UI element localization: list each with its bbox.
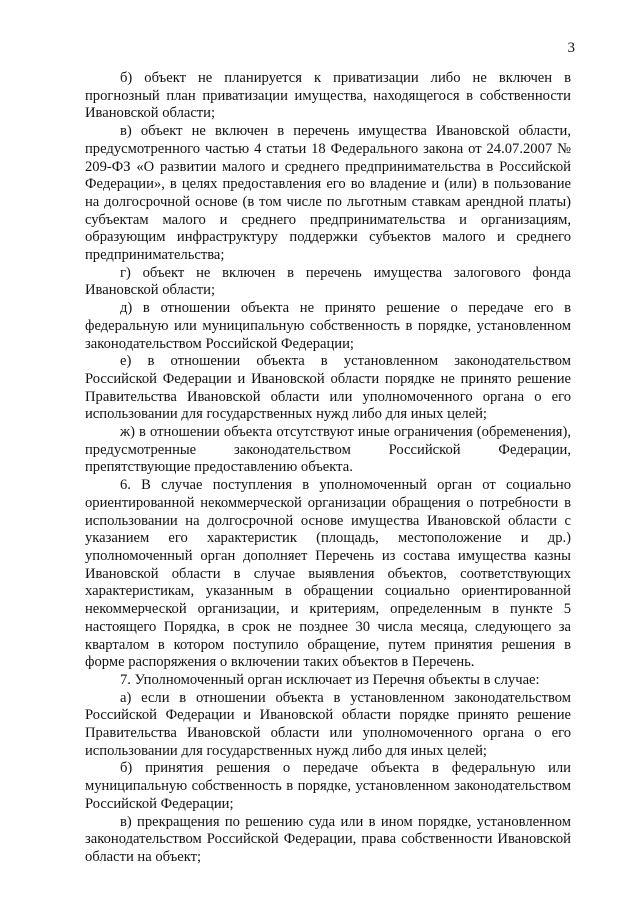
document-body xyxy=(85,70,571,867)
paragraph-e-state-needs: е) в отношении объекта в установленном законодательством Российской Федерации и Ивановской области порядке не принято решение Правительства Ивановской области или уполномоченного органа о его использовании для государственных нужд либо для иных целей; xyxy=(85,353,571,423)
paragraph-g-pledge-fund: г) объект не включен в перечень имущества залогового фонда Ивановской области; xyxy=(85,264,571,299)
paragraph-7-exclusion: 7. Уполномоченный орган исключает из Перечня объекты в случае: xyxy=(120,671,540,688)
page-number: 3 xyxy=(567,40,575,56)
paragraph-6-request-procedure: 6. В случае поступления в уполномоченный орган от социально ориентированной некоммерческой организации обращения о потребности в использовании на долгосрочной основе имущества Ивановской области с указанием его характеристик (площадь, местоположение и др.) уполномоченный орган дополняет Перечень из состава имущества казны Ивановской области в случае выявления объектов, соответствующих характеристикам, указанным в обращении социально ориентированной некоммерческой организации, и критериям, определенным в пункте 5 настоящего Порядка, в срок не позднее 30 числа месяца, следующего за кварталом в котором поступило обращение, путем принятия решения в форме распоряжения о включении таких объектов в Перечень. xyxy=(85,477,571,671)
paragraph-b-privatization: б) объект не планируется к приватизации либо не включен в прогнозный план приватизации имущества, находящегося в собственности Ивановской области; xyxy=(85,70,571,122)
paragraph-v-property-list: в) объект не включен в перечень имущества Ивановской области, предусмотренного частью 4 статьи 18 Федерального закона от 24.07.2007 № 209-ФЗ «О развитии малого и среднего предпринимательства в Российской Федерации», в целях предоставления его во владение и (или) в пользование на долгосрочной основе (в том числе по льготным ставкам арендной платы) субъектам малого и среднего предпринимательства и организациям, образующим инфраструктуру поддержки субъектов малого и среднего предпринимательства; xyxy=(85,123,571,264)
paragraph-zh-encumbrances: ж) в отношении объекта отсутствуют иные ограничения (обременения), предусмотренные законодательством Российской Федерации, препятствующие предоставлению объекта. xyxy=(85,424,571,476)
paragraph-d-transfer-decision: д) в отношении объекта не принято решение о передаче его в федеральную или муниципальную собственность в порядке, установленном законодательством Российской Федерации; xyxy=(85,300,571,352)
paragraph-v-exclusion-court: в) прекращения по решению суда или в ином порядке, установленном законодательством Российской Федерации, права собственности Ивановской области на объект; xyxy=(85,813,571,865)
paragraph-a-exclusion-decision: а) если в отношении объекта в установленном законодательством Российской Федерации и Ивановской области порядке принято решение Правительства Ивановской области или уполномоченного органа о его использовании для государственных нужд либо для иных целей; xyxy=(85,689,571,759)
paragraph-b-exclusion-transfer: б) принятия решения о передаче объекта в федеральную или муниципальную собственность в порядке, установленном законодательством Российской Федерации; xyxy=(85,760,571,812)
